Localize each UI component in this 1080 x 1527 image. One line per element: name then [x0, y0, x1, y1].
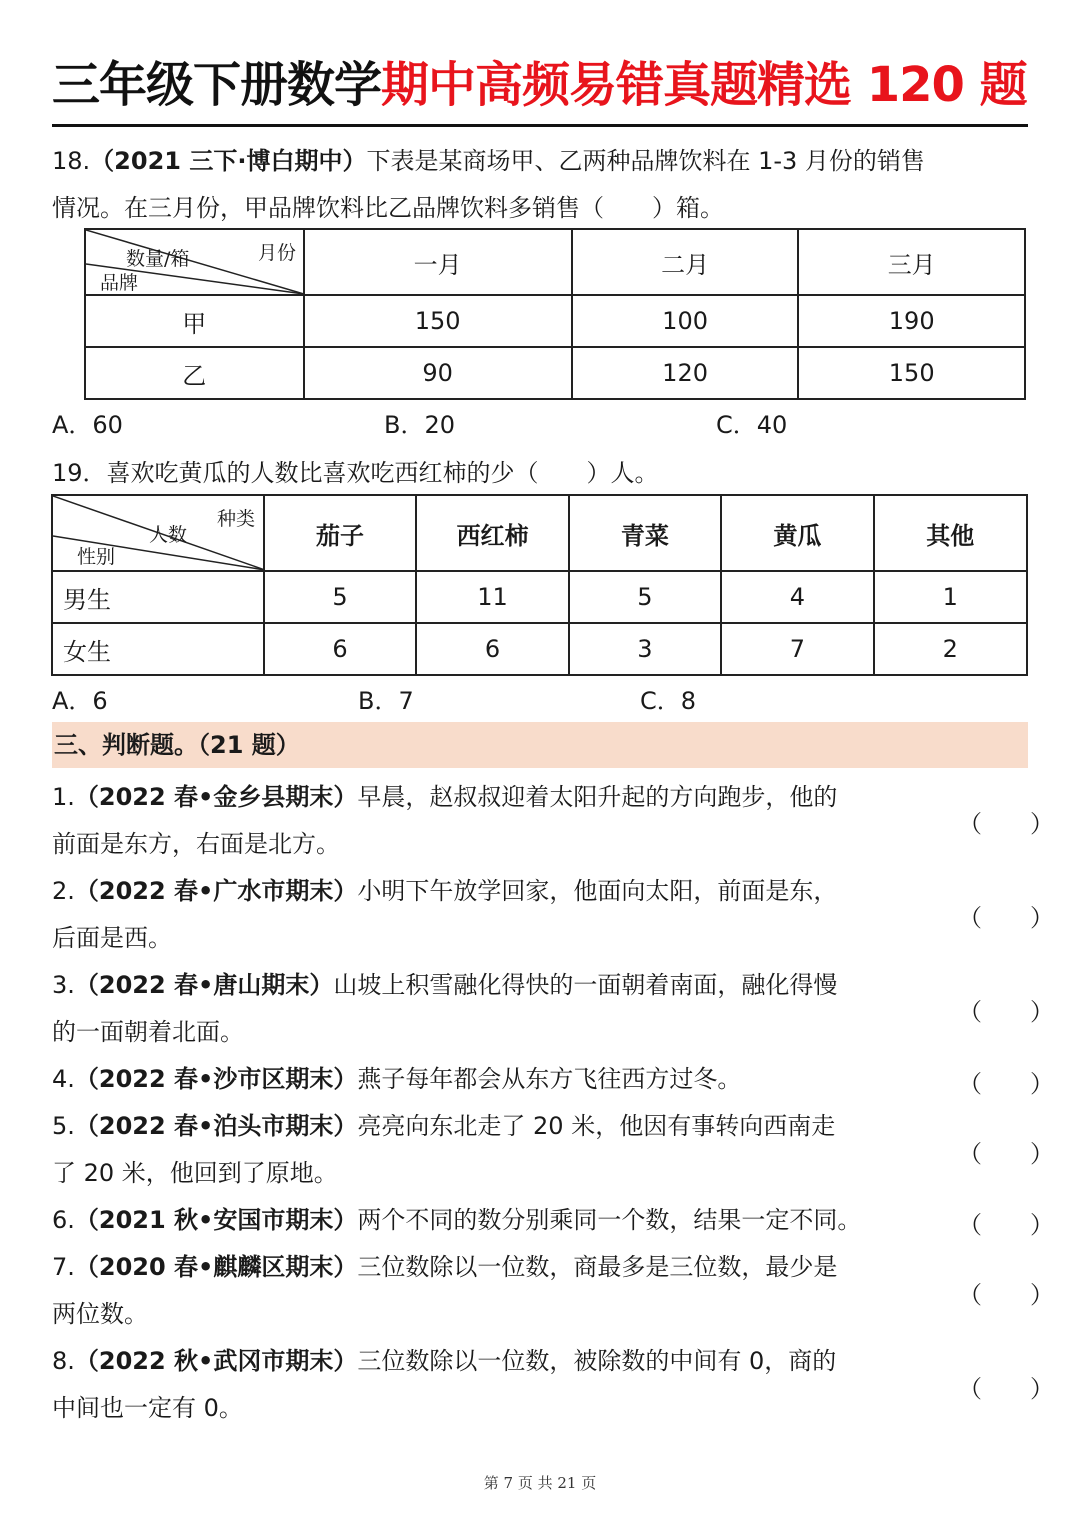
question-number: 2.: [52, 877, 75, 905]
q19-corner-cell: [52, 495, 264, 571]
question-text: 山坡上积雪融化得快的一面朝着南面，融化得慢: [333, 971, 838, 999]
question-number: 7.: [52, 1253, 75, 1281]
q18-corner-bottom: 品牌: [100, 272, 139, 294]
q18-table: [84, 228, 1026, 400]
question-text-cont: 后面是西。: [52, 924, 172, 952]
question-text: 两个不同的数分别乘同一个数，结果一定不同。: [357, 1206, 862, 1234]
question-source: （2022 春•金乡县期末）: [74, 783, 358, 811]
q19-header: 茄子: [264, 495, 416, 571]
question-source: （2022 春•唐山期末）: [74, 971, 334, 999]
cell: 7: [721, 623, 873, 675]
q18-corner-cell: [85, 229, 304, 295]
judge-question-6: [52, 1197, 942, 1244]
q18-number: 18.: [52, 147, 91, 175]
cell: 6: [416, 623, 569, 675]
q18-line2: 情况。在三月份，甲品牌饮料比乙品牌饮料多销售（ ）箱。: [52, 194, 724, 222]
question-source: （2020 春•麒麟区期末）: [74, 1253, 358, 1281]
cell: 1: [874, 571, 1027, 623]
q18-line1: [52, 144, 925, 178]
question-text: 三位数除以一位数，商最多是三位数，最少是: [357, 1253, 838, 1281]
cell: 190: [798, 295, 1025, 347]
question-text-cont: 的一面朝着北面。: [52, 1018, 244, 1046]
answer-blank[interactable]: （ ）: [958, 998, 1054, 1026]
question-text: 燕子每年都会从东方飞往西方过冬。: [357, 1065, 742, 1093]
question-number: 3.: [52, 971, 75, 999]
question-text-cont: 中间也一定有 0。: [52, 1394, 243, 1422]
cell: 120: [572, 347, 799, 399]
question-text: 小明下午放学回家，他面向太阳，前面是东，: [357, 877, 838, 905]
cell: 11: [416, 571, 569, 623]
cell: 150: [304, 295, 572, 347]
table-row: [85, 295, 1025, 347]
q18-header: 一月: [304, 229, 572, 295]
judge-question-3: [52, 962, 942, 1056]
section-heading: 三、判断题。（21 题）: [52, 722, 1028, 768]
cell: 2: [874, 623, 1027, 675]
q19-header: 西红柿: [416, 495, 569, 571]
table-row: [85, 347, 1025, 399]
answer-blank[interactable]: （ ）: [958, 1070, 1054, 1098]
q18-choice-b: B．20: [384, 411, 456, 439]
q18-source: （2021 三下·博白期中）: [90, 147, 367, 175]
row-label: 乙: [85, 347, 304, 399]
cell: 90: [304, 347, 572, 399]
question-source: （2022 春•广水市期末）: [74, 877, 358, 905]
q19-choice-b: B．7: [358, 687, 414, 715]
row-label: 男生: [52, 571, 264, 623]
row-label: 女生: [52, 623, 264, 675]
q18-choice-c: C．40: [716, 411, 788, 439]
question-number: 5.: [52, 1112, 75, 1140]
q19-choice-c: C．8: [640, 687, 697, 715]
question-text-cont: 了 20 米，他回到了原地。: [52, 1159, 338, 1187]
table-row: [52, 571, 1027, 623]
answer-blank[interactable]: （ ）: [958, 904, 1054, 932]
q18-text: 下表是某商场甲、乙两种品牌饮料在 1-3 月份的销售: [366, 147, 925, 175]
judge-question-2: [52, 868, 942, 962]
q18-corner-mid: 数量/箱: [126, 248, 190, 270]
cell: 3: [569, 623, 721, 675]
q19-header: 黄瓜: [721, 495, 873, 571]
cell: 6: [264, 623, 416, 675]
judge-question-7: [52, 1244, 942, 1338]
answer-blank[interactable]: （ ）: [958, 1211, 1054, 1239]
cell: 5: [569, 571, 721, 623]
q19-corner-bottom: 性别: [77, 546, 116, 568]
page-title: [52, 48, 1032, 122]
question-number: 4.: [52, 1065, 75, 1093]
cell: 5: [264, 571, 416, 623]
cell: 100: [572, 295, 799, 347]
question-source: （2022 春•沙市区期末）: [74, 1065, 358, 1093]
q19-header: 其他: [874, 495, 1027, 571]
answer-blank[interactable]: （ ）: [958, 810, 1054, 838]
answer-blank[interactable]: （ ）: [958, 1375, 1054, 1403]
question-number: 1.: [52, 783, 75, 811]
answer-blank[interactable]: （ ）: [958, 1140, 1054, 1168]
q19-text: 19．喜欢吃黄瓜的人数比喜欢吃西红柿的少（ ）人。: [52, 459, 659, 487]
question-source: （2021 秋•安国市期末）: [74, 1206, 358, 1234]
question-source: （2022 秋•武冈市期末）: [74, 1347, 358, 1375]
question-number: 6.: [52, 1206, 75, 1234]
question-text: 亮亮向东北走了 20 米，他因有事转向西南走: [357, 1112, 836, 1140]
question-number: 8.: [52, 1347, 75, 1375]
q19-corner-mid: 人数: [149, 524, 188, 546]
cell: 4: [721, 571, 873, 623]
title-red-part: 期中高频易错真题精选 120 题: [381, 57, 1027, 113]
q19-table: [51, 494, 1028, 676]
judge-question-4: [52, 1056, 942, 1103]
q19-choice-a: A．6: [52, 687, 108, 715]
judge-question-1: [52, 774, 942, 868]
page-footer: 第 7 页 共 21 页: [483, 1474, 597, 1492]
title-divider: [52, 124, 1028, 127]
question-source: （2022 春•泊头市期末）: [74, 1112, 358, 1140]
answer-blank[interactable]: （ ）: [958, 1281, 1054, 1309]
row-label: 甲: [85, 295, 304, 347]
q18-corner-top: 月份: [258, 242, 297, 264]
q18-header: 三月: [798, 229, 1025, 295]
title-black-part: 三年级下册数学: [52, 57, 382, 113]
q19-header: 青菜: [569, 495, 721, 571]
question-text-cont: 前面是东方，右面是北方。: [52, 830, 340, 858]
question-text: 早晨，赵叔叔迎着太阳升起的方向跑步，他的: [357, 783, 838, 811]
question-text-cont: 两位数。: [52, 1300, 148, 1328]
table-row: [52, 623, 1027, 675]
cell: 150: [798, 347, 1025, 399]
q19-corner-top: 种类: [217, 508, 256, 530]
judge-question-5: [52, 1103, 942, 1197]
q18-header: 二月: [572, 229, 799, 295]
judge-question-8: [52, 1338, 942, 1432]
question-text: 三位数除以一位数，被除数的中间有 0，商的: [357, 1347, 837, 1375]
q18-choice-a: A．60: [52, 411, 123, 439]
